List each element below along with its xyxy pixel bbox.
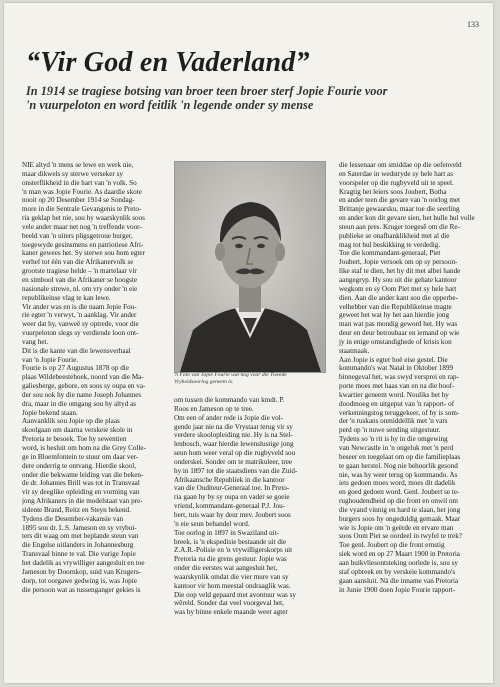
text-line: Aan Jopie is egter hoë eise gestel. Die	[339, 355, 448, 364]
text-line: ge in Bloemfontein te stuur om daar ver-	[22, 452, 139, 461]
text-line: Tydens die Desember-vakansie van	[22, 514, 124, 523]
text-line: wegkom en sy Oom Piet met sy hele hart	[339, 284, 457, 293]
right-text-column	[339, 161, 487, 594]
text-line: more in die Sentrale Gevangenis te Preto-	[22, 205, 142, 214]
text-line: wêreld. Sonder dat veel voorgeval het,	[174, 599, 284, 608]
left-text-column	[22, 161, 164, 594]
text-line: sidente Brand, Reitz en Steyn bekend.	[22, 505, 131, 514]
text-line: word, is besluit om hom na die Grey Colle-	[22, 444, 146, 452]
text-line: 'n man was Jopie Fourie. As daardie skote	[22, 187, 142, 196]
text-line: ria gaan hy by sy oupa en vader se goeie	[174, 493, 290, 502]
photo-caption	[174, 372, 326, 386]
text-line: te gaan herstel. Nog nie behoorlik gesond	[339, 461, 458, 470]
text-line: mag tot hul beskikking te verdedig.	[339, 240, 441, 249]
text-line: ters dit waag om met beplande steun van	[22, 532, 139, 541]
text-line: breek, is 'n ekspedisie bestaande uit die	[174, 537, 287, 546]
text-line: steun aan pres. Kruger toegesê om die Re-	[339, 222, 460, 231]
text-line: nooit op 20 Desember 1914 se Sondag-	[22, 196, 135, 205]
text-line: grootste tragiese helde – 'n martelaar vir	[22, 267, 137, 276]
text-line: vriend, kommandant-generaal P.J. Jou-	[174, 502, 286, 511]
book-page	[4, 3, 493, 683]
text-line: Tydens so 'n rit is hy in die omgewing	[339, 435, 448, 444]
text-line: dorp, tot oorgawe gedwing is, was Jopie	[22, 576, 137, 585]
page-number: 133	[467, 20, 479, 29]
text-line: en simbool van die Afrikaner se hoogste	[22, 275, 138, 284]
text-line: verhef tot één van die Afrikanervolk se	[22, 258, 134, 267]
text-line: 'n eie seun behandel word.	[174, 519, 250, 528]
text-line: Dit is die kante van die lewensverhaal	[22, 346, 131, 355]
text-line: maar dikwels sy sterwe verseker sy	[22, 169, 123, 178]
text-line: Fourie is op 27 Augustus 1878 op die	[22, 364, 129, 373]
text-line: in Junie 1900 doen Jopie Fourie rapport-	[339, 585, 456, 594]
text-line: dien. Aan die ander kant sou die opperbe-	[339, 293, 458, 302]
text-line: nie, was hy weer terug op kommando. As	[339, 470, 458, 479]
text-line: iets gedoen moes word, moes dit dadelik	[339, 479, 456, 488]
text-line: rughoudendheid op die front en onwil om	[339, 497, 458, 506]
text-line: man wat pas mondig geword het. Hy was	[339, 320, 458, 329]
text-line: geweet het wat hy het aan hierdie jong	[339, 311, 450, 320]
text-line: NIE altyd 'n mens se lewe en werk nie,	[22, 161, 134, 169]
text-line: hy in 1897 tot die staatsdiens van die Zuid-	[174, 466, 298, 475]
text-line: soos Oom Piet se oordeel in twyfel te trek?	[339, 532, 462, 541]
text-line: staf opbreek en by verskeie kommando's	[339, 567, 456, 576]
text-line: nasionale strewe, nl. om vry onder 'n eie	[22, 284, 138, 293]
text-line: van 'n Jopie Fourie.	[22, 355, 79, 364]
text-line: vuurpeloton slegs sy verdiende loon ont-	[22, 329, 139, 338]
caption-line: Vryheidsoorlog geneem is.	[174, 379, 234, 385]
text-line: die persoon wat as tussenganger gekies is	[22, 585, 141, 594]
text-line: gende jaar nie na die Vrystaat terug vir sy	[174, 422, 293, 431]
text-line: skoolgaan om daarna verskeie skole in	[22, 426, 133, 435]
text-line: aan buikvliesontsteking oorlede is, sou sy	[339, 558, 458, 567]
text-line: Transvaal binne te val. Die vurige Jopie	[22, 550, 136, 559]
text-line: kommando's wat Natal in Oktober 1899	[339, 364, 454, 373]
text-line: die lessenaar om smiddae op die oefenveld	[339, 161, 462, 169]
text-line: Afrikaansche Republiek in die kantoor	[174, 475, 285, 484]
text-line: galiesberge, gebore, en soos sy oupa en va-	[22, 382, 146, 391]
middle-text-column	[174, 396, 326, 617]
portrait-photo	[174, 161, 326, 373]
text-line: vele ander maar net nog 'n treffende voor-	[22, 222, 142, 231]
text-line: de dr. Johannes Brill was tot in Transvaal	[22, 479, 140, 488]
text-line: der 'n ruskans onmiddellik met 'n vars	[339, 417, 448, 426]
text-line: Jopie bekend staan.	[22, 408, 78, 417]
subtitle-line: In 1914 se tragiese botsing van broer teen broer sterf Jopie Fourie voor	[26, 84, 388, 98]
text-line: Toe die kommandant-generaal, Piet	[339, 249, 441, 258]
text-line: porte moes met haas van en na die hoof-	[339, 382, 455, 391]
text-line: en ander kon dit gevare sien, het hulle hul volle	[339, 214, 475, 223]
text-line: van Newcastle in 'n ongeluk met 'n perd	[339, 444, 454, 452]
text-line: vang het.	[22, 337, 49, 346]
text-line: van die Ouditeur-Generaal toe. In Preto-	[174, 484, 290, 493]
text-line: Pretoria na die grens gestuur. Jopie was	[174, 555, 287, 564]
text-line: en goed gedoen word. Genl. Joubert se te-	[339, 488, 460, 497]
text-line: om tussen die kommando van kmdt. P.	[174, 396, 285, 404]
text-line: burgers soos hy ongeduldig gemaak. Maar	[339, 514, 461, 523]
text-line: Jameson by Doornkop, suid van Krugers-	[22, 567, 141, 576]
text-line: rie egter 'n verwyt, 'n aanklag. Vir ander	[22, 311, 137, 320]
text-line: jong Afrikaners in die modelstaat van pre-	[22, 497, 143, 506]
text-line: der sou ook hy die name Joseph Johannes	[22, 390, 142, 399]
portrait-illustration	[175, 162, 325, 372]
subtitle-line: 'n vuurpeloton en word feitlik 'n legende onder sy mense	[26, 98, 314, 112]
text-line: kaner gewees het. Sy sterwe sou hom egter	[22, 249, 145, 258]
text-line: onderskei. Sonder om te matrikuleer, tree	[174, 457, 293, 466]
text-line: Brittanje gewaarsku, maar toe die seerling	[339, 205, 460, 214]
text-line: was hy binne enkele maande weer agter	[174, 608, 288, 617]
text-line: en Saterdae in wedstryde sy hele hart as	[339, 169, 454, 178]
text-line: kwartier geneem word. Nouliks het hy	[339, 390, 449, 399]
text-line: velhebber van die Republikeinse magte	[339, 302, 452, 311]
text-line: Die oop veld gepaard met avontuur was sy	[174, 590, 296, 599]
text-line: wie is Jopie om 'n geërde en ervare man	[339, 523, 454, 532]
text-line: publieke se onafhanklikheid met al die	[339, 231, 450, 240]
text-line: waarskynlik omdat die vier mure van sy	[174, 572, 289, 581]
text-line: Joubert, Jopie versoek om op sy persoon-	[339, 258, 458, 267]
article-title: “Vir God en Vaderland”	[26, 47, 310, 78]
text-line: onsterflikheid in die hart van 'n volk. So	[22, 178, 137, 187]
text-line: onder die bekwame leiding van die beken-	[22, 470, 144, 479]
text-line: doodmoeg en uitgeput van 'n rapport- of	[339, 399, 455, 408]
text-line: aangegryp. Hy sou uit die gehate kantoor	[339, 275, 457, 284]
text-line: vir sy deeglike opleiding en vorming van	[22, 488, 140, 497]
text-line: Roos en Jameson op te tree.	[174, 404, 254, 413]
text-line: like staf te dien, het hy dit met albei hande	[339, 267, 461, 276]
text-line: perd op 'n nuwe sending uitgestuur.	[339, 426, 441, 435]
text-line: beeld van 'n uiters pligsgetroue burger,	[22, 231, 133, 240]
text-line: Aanvanklik sou Jopie op die plaas	[22, 417, 120, 426]
text-line: 1895 sou dr. L.S. Jameson en sy vrybui-	[22, 523, 137, 532]
text-line: lenbosch, waar hierdie lewenslustige jong	[174, 440, 294, 449]
text-line: Z.A.R.-Polisie en 'n vrywilligerskorps uit	[174, 546, 293, 555]
text-line: onder die eerstes wat aangesluit het,	[174, 564, 278, 573]
text-line: Kragtig het leiers soos Joubert, Botha	[339, 187, 447, 196]
text-line: Vir ander was en is die naam Jopie Fou-	[22, 302, 137, 311]
text-line: toegewyde gesinsmens en patriotiese Afri-	[22, 240, 144, 249]
text-line: kantoor vir hom meestal ondraaglik was.	[174, 581, 291, 590]
text-line: staatmaak.	[339, 346, 370, 355]
text-line: voorspeler op die rugbyveld uit te speel.	[339, 178, 454, 187]
text-line: die Engelse uitlanders in Johannesburg	[22, 541, 134, 550]
text-line: Pretoria te besoek. Toe hy sewentien	[22, 435, 127, 444]
text-line: Toe oorlog in 1897 in Swaziland uit-	[174, 528, 280, 537]
text-line: die vyand vinnig en hard te slaan, het jong	[339, 505, 461, 514]
text-line: ria geklap het nie, sou hy waarskynlik soos	[22, 214, 145, 223]
text-line: en ander teen die gevare van 'n oorlog met	[339, 196, 461, 205]
text-line: dra, maar in die omgang sou hy altyd as	[22, 399, 137, 408]
text-line: beseer en toegelaat om op die familieplaas	[339, 452, 461, 461]
article-subtitle	[26, 84, 486, 112]
text-line: weer dat hy, vanweë sy optrede, voor die	[22, 320, 139, 329]
text-line: gaan aansluit. Ná die inname van Pretoria	[339, 576, 459, 585]
text-line: Om een of ander rede is Jopie die vol-	[174, 413, 284, 422]
text-line: Toe genl. Joubert op die front ernstig	[339, 541, 445, 550]
text-line: dere onderrig te ontvang. Hierdie skool,	[22, 461, 137, 470]
caption-line: 'n Foto van Jopie Fourie wat nog voor die Tweede	[174, 372, 287, 378]
text-line: verdere skoolopleiding nie. Hy is na Stel-	[174, 431, 293, 440]
text-line: bert, tuis waar hy deur mev. Joubert soos	[174, 510, 291, 519]
text-line: verkenningstog teruggekeer, of hy is som-	[339, 408, 460, 417]
text-line: siek word en op 27 Maart 1900 in Pretoria	[339, 550, 460, 559]
text-line: het dadelik as vrywilliger aangesluit en toe	[22, 558, 145, 567]
text-line: republikeinse vlag te kan lewe.	[22, 293, 111, 302]
text-line: seun hom weer veral op die rugbyveld sou	[174, 449, 296, 458]
text-line: plaas Wildebeestehoek, noord van die Ma-	[22, 373, 144, 382]
text-line: deur en deur betroubaar en iemand op wie	[339, 329, 460, 338]
text-line: binnegeval het, was swyd versprei en rap-	[339, 373, 459, 382]
text-line: jy in enige omstandighede of krisis kon	[339, 337, 452, 346]
